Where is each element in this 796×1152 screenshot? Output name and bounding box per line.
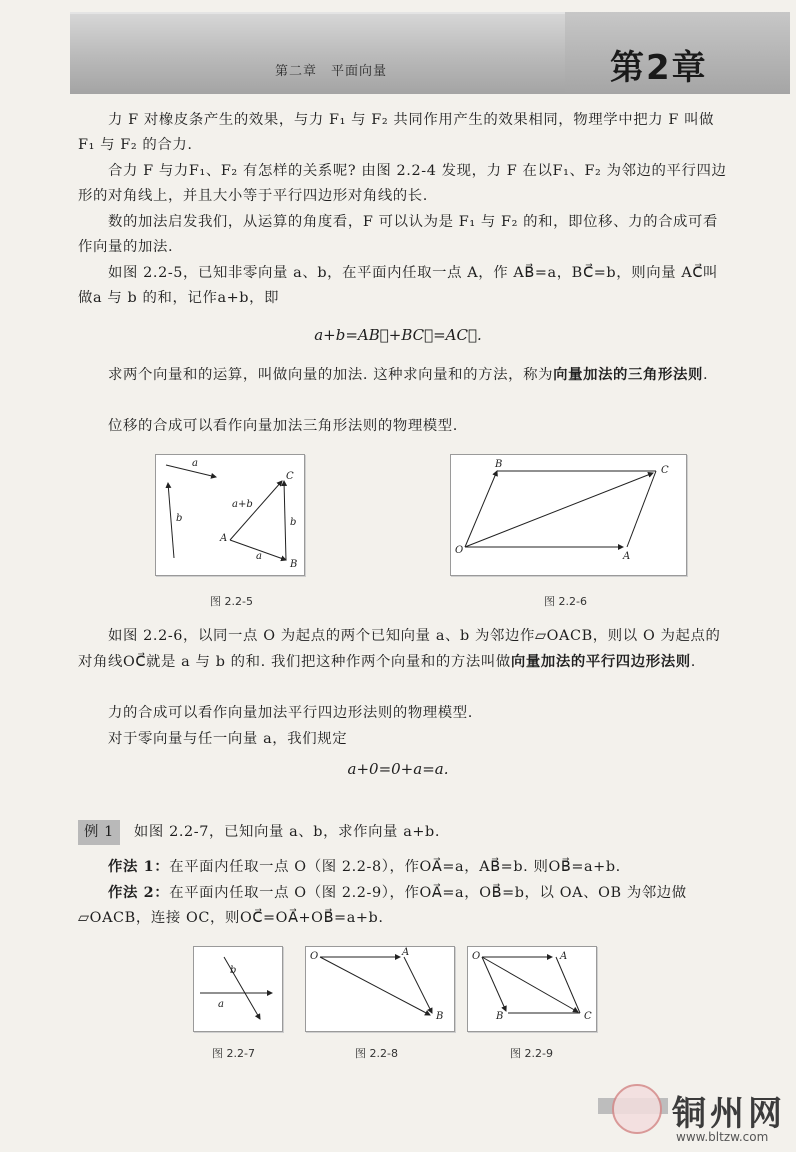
paragraph-6: 位移的合成可以看作向量加法三角形法则的物理模型. bbox=[108, 418, 458, 434]
point-O: O bbox=[310, 951, 319, 962]
vector-OB bbox=[465, 471, 497, 547]
point-B: B bbox=[495, 459, 503, 470]
vector-OC bbox=[482, 957, 578, 1012]
paragraph-2: 合力 F 与力F₁、F₂ 有怎样的关系呢? 由图 2.2-4 发现，力 F 在以F₁、F₂ 为邻边的平行四边形的对角线上，并且大小等于平行四边形对角线的长. bbox=[78, 163, 727, 204]
paragraph-5 bbox=[78, 362, 728, 388]
point-B: B bbox=[290, 559, 298, 570]
chapter-badge: 第2章 bbox=[610, 48, 708, 88]
p5-end: . bbox=[703, 367, 709, 383]
caption-2-2-7: 图 2.2-7 bbox=[212, 1047, 255, 1060]
term-parallelogram-rule: 向量加法的平行四边形法则 bbox=[510, 653, 691, 670]
caption-2-2-5: 图 2.2-5 bbox=[210, 595, 253, 608]
caption-2-2-9: 图 2.2-9 bbox=[510, 1047, 553, 1060]
figure-2-2-9-diagram bbox=[468, 947, 596, 1031]
label-b: b bbox=[230, 965, 237, 976]
label-a: a bbox=[192, 458, 198, 469]
label-b-BC: b bbox=[290, 517, 297, 528]
watermark-logo bbox=[612, 1084, 662, 1134]
vector-BC bbox=[284, 481, 286, 560]
term-triangle-rule: 向量加法的三角形法则 bbox=[553, 366, 704, 383]
edge-AC bbox=[627, 471, 656, 547]
point-B: B bbox=[436, 1011, 444, 1022]
header-subtitle: 第二章 平面向量 bbox=[275, 64, 388, 79]
example-label: 例 1 bbox=[78, 820, 120, 845]
figure-2-2-5-diagram bbox=[156, 455, 304, 575]
caption-2-2-6: 图 2.2-6 bbox=[544, 595, 587, 608]
formula-zero-vector: a+0=0+a=a. bbox=[347, 760, 449, 778]
paragraph-4: 如图 2.2-5，已知非零向量 a、b，在平面内任取一点 A，作 AB⃗=a，BC⃗=b，则向量 AC⃗叫做a 与 b 的和，记作a+b，即 bbox=[78, 265, 719, 306]
formula-sum-triangle: a+b=AB⃗+BC⃗=AC⃗. bbox=[314, 326, 482, 344]
example-question: 如图 2.2-7，已知向量 a、b，求作向量 a+b. bbox=[133, 824, 441, 840]
point-B: B bbox=[496, 1011, 504, 1022]
vector-OB bbox=[320, 957, 430, 1015]
point-O: O bbox=[472, 951, 481, 962]
p7-end: . bbox=[690, 654, 696, 670]
watermark-name: 铜州网 bbox=[672, 1094, 786, 1134]
label-a-AB: a bbox=[256, 551, 262, 562]
figure-2-2-9 bbox=[467, 946, 597, 1032]
vector-a bbox=[166, 465, 216, 477]
figure-2-2-8 bbox=[305, 946, 455, 1032]
p5-text: 求两个向量和的运算，叫做向量的加法. 这种求向量和的方法，称为 bbox=[108, 367, 554, 383]
vector-OC bbox=[465, 473, 653, 547]
figure-2-2-7 bbox=[193, 946, 283, 1032]
figure-2-2-5 bbox=[155, 454, 305, 576]
paragraph-8: 力的合成可以看作向量加法平行四边形法则的物理模型. bbox=[108, 705, 473, 721]
vector-OB bbox=[482, 957, 506, 1011]
point-A: A bbox=[220, 533, 228, 544]
label-a: a bbox=[218, 999, 224, 1010]
figure-2-2-6-diagram bbox=[451, 455, 686, 575]
point-C: C bbox=[286, 471, 294, 482]
point-A: A bbox=[402, 947, 410, 958]
label-b: b bbox=[176, 513, 183, 524]
paragraph-7 bbox=[78, 624, 728, 675]
label-a-plus-b: a+b bbox=[232, 499, 253, 510]
method-2-label: 作法 2： bbox=[108, 884, 170, 901]
method-1 bbox=[78, 854, 728, 880]
example-1 bbox=[78, 820, 728, 845]
vector-AB bbox=[404, 957, 432, 1013]
edge-AC bbox=[556, 957, 580, 1013]
vector-b bbox=[168, 483, 174, 558]
figure-2-2-7-diagram bbox=[194, 947, 282, 1031]
paragraph-9: 对于零向量与任一向量 a，我们规定 bbox=[108, 731, 348, 747]
method-1-label: 作法 1： bbox=[108, 858, 170, 875]
point-A: A bbox=[560, 951, 568, 962]
paragraph-3: 数的加法启发我们，从运算的角度看，F 可以认为是 F₁ 与 F₂ 的和，即位移、力的合成可看作向量的加法. bbox=[78, 214, 719, 255]
figure-2-2-8-diagram bbox=[306, 947, 454, 1031]
point-A: A bbox=[623, 551, 631, 562]
point-C: C bbox=[661, 465, 669, 476]
figure-2-2-6 bbox=[450, 454, 687, 576]
point-C: C bbox=[584, 1011, 592, 1022]
method-2 bbox=[78, 880, 728, 931]
watermark-url: www.bltzw.com bbox=[676, 1130, 769, 1144]
point-O: O bbox=[455, 545, 464, 556]
vector-AC bbox=[230, 481, 282, 540]
caption-2-2-8: 图 2.2-8 bbox=[355, 1047, 398, 1060]
paragraph-1: 力 F 对橡皮条产生的效果，与力 F₁ 与 F₂ 共同作用产生的效果相同，物理学中把力 F 叫做F₁ 与 F₂ 的合力. bbox=[78, 112, 715, 153]
p7-text: 如图 2.2-6，以同一点 O 为起点的两个已知向量 a、b 为邻边作▱OACB，则以 O 为起点的对角线OC⃗就是 a 与 b 的和. 我们把这种作两个向量和的方法叫做 bbox=[78, 628, 721, 670]
method-2-text: 在平面内任取一点 O（图 2.2-9），作OA⃗=a，OB⃗=b，以 OA、OB 为邻边做▱OACB，连接 OC，则OC⃗=OA⃗+OB⃗=a+b. bbox=[78, 885, 687, 926]
method-1-text: 在平面内任取一点 O（图 2.2-8），作OA⃗=a，AB⃗=b. 则OB⃗=a+b. bbox=[169, 859, 621, 875]
